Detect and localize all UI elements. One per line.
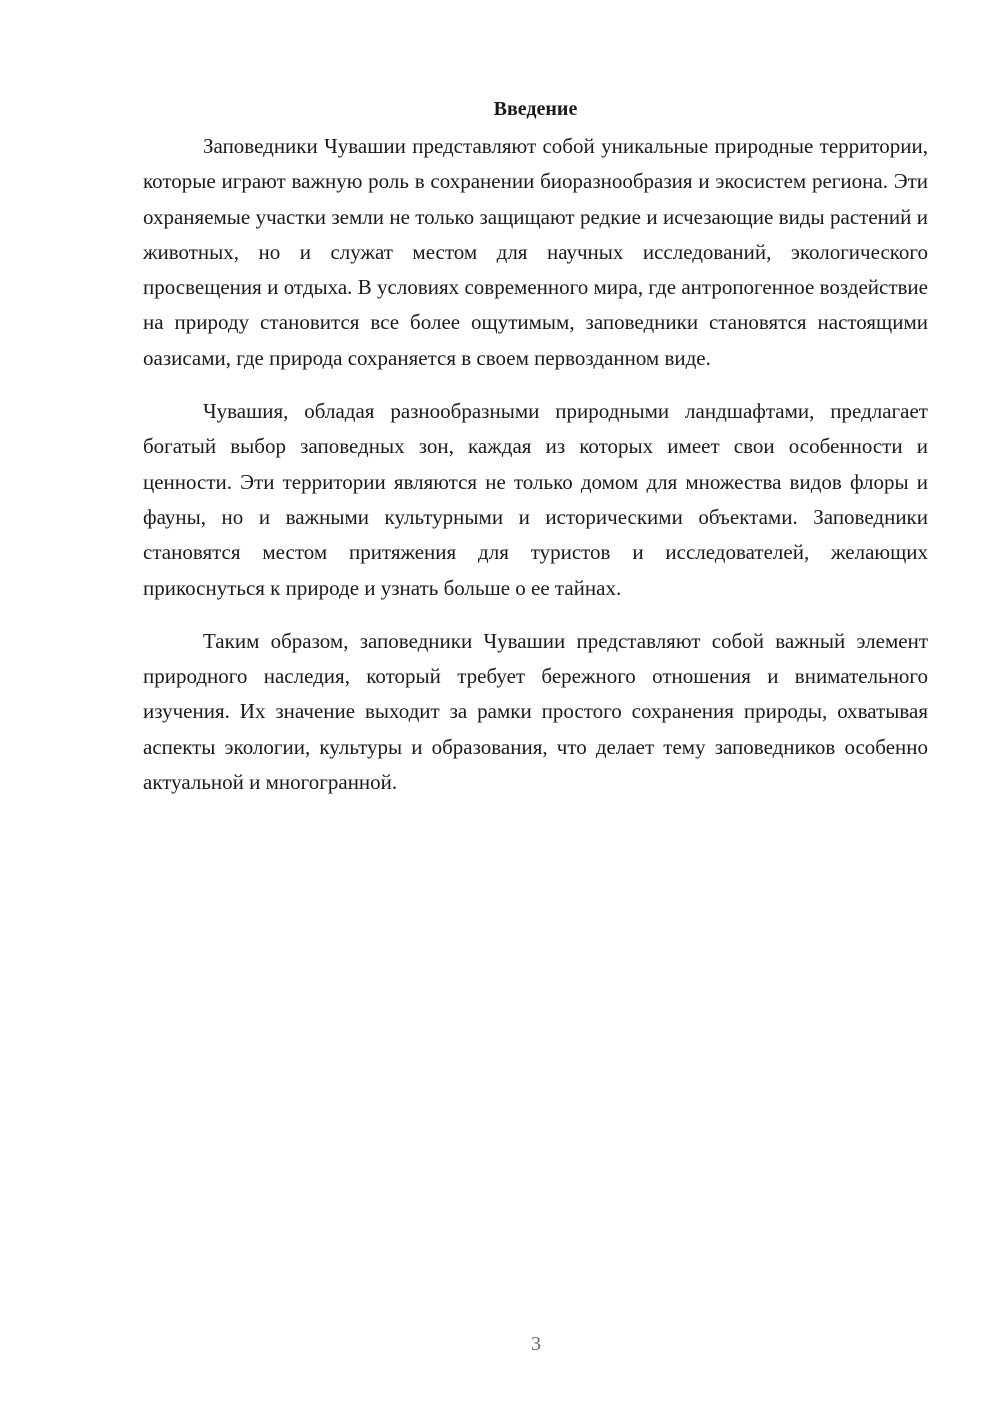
paragraph-1: Заповедники Чувашии представляют собой уникальные природные территории, которые играют важную роль в сохранении биоразнообразия и экосистем региона. Эти охраняемые участки земли не только защищают редкие и исчезающие виды растений и животных, но и служат местом для научных исследований, экологического просвещения и отдыха. В условиях современного мира, где антропогенное воздействие на природу становится все более ощутимым, заповедники становятся настоящими оазисами, где природа сохраняется в своем первозданном виде. bbox=[143, 134, 928, 370]
paragraph-3: Таким образом, заповедники Чувашии представляют собой важный элемент природного наследия, который требует бережного отношения и внимательного изучения. Их значение выходит за рамки простого сохранения природы, охватывая аспекты экологии, культуры и образования, что делает тему заповедников особенно актуальной и многогранной. bbox=[143, 628, 928, 795]
paragraph-2: Чувашия, обладая разнообразными природными ландшафтами, предлагает богатый выбор заповедных зон, каждая из которых имеет свои особенности и ценности. Эти территории являются не только домом для множества видов флоры и фауны, но и важными культурными и историческими объектами. Заповедники становятся местом притяжения для туристов и исследователей, желающих прикоснуться к природе и узнать больше о ее тайнах. bbox=[143, 399, 928, 600]
page-number: 3 bbox=[531, 1333, 541, 1355]
document-body bbox=[143, 92, 928, 800]
page-title: Введение bbox=[493, 98, 578, 120]
